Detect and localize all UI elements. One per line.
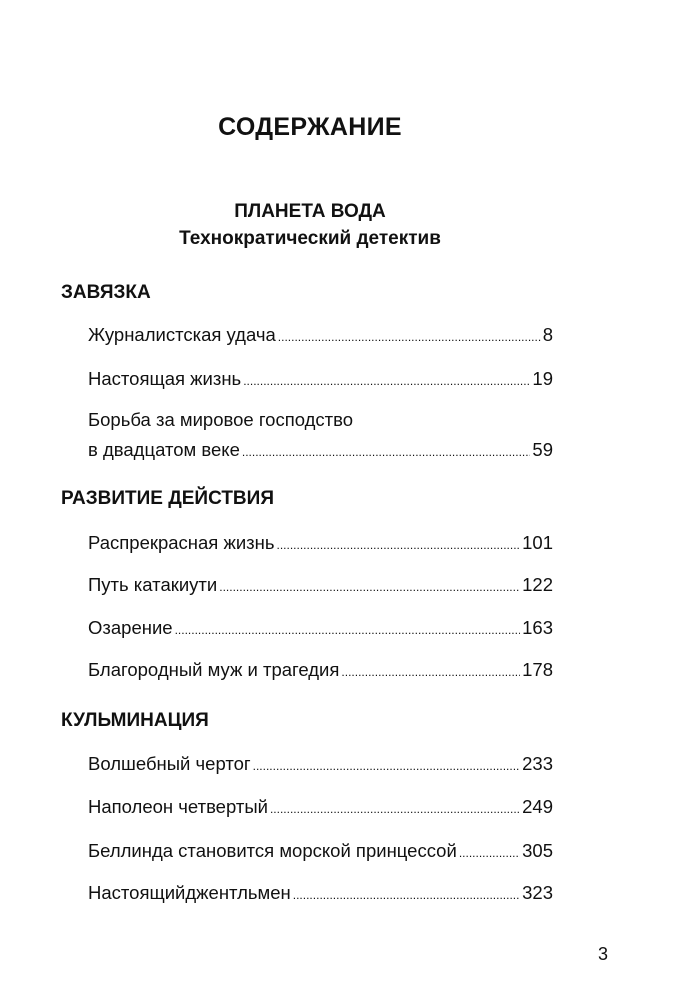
dot-leader bbox=[219, 574, 520, 598]
section-heading-zavyazka: ЗАВЯЗКА bbox=[61, 282, 151, 303]
dot-leader bbox=[270, 796, 520, 820]
toc-entry-page: 19 bbox=[532, 368, 553, 389]
toc-entry[interactable] bbox=[88, 882, 553, 906]
toc-entry-page: 59 bbox=[532, 439, 553, 460]
toc-entry-page: 8 bbox=[542, 324, 553, 345]
toc-entry[interactable] bbox=[88, 574, 553, 598]
book-title: ПЛАНЕТА ВОДА bbox=[234, 201, 386, 222]
toc-entry-title: Распрекрасная жизнь bbox=[88, 532, 275, 553]
toc-entry[interactable] bbox=[88, 840, 553, 864]
toc-entry-page: 178 bbox=[522, 659, 553, 680]
toc-entry[interactable] bbox=[88, 617, 553, 641]
dot-leader bbox=[293, 882, 520, 906]
dot-leader bbox=[175, 617, 521, 641]
toc-entry-title: Беллинда становится морской принцессой bbox=[88, 840, 457, 861]
toc-entry-page: 233 bbox=[522, 753, 553, 774]
dot-leader bbox=[253, 753, 520, 777]
page-number: 3 bbox=[598, 944, 609, 964]
toc-entry[interactable] bbox=[88, 532, 553, 556]
toc-entry-page: 163 bbox=[522, 617, 553, 638]
toc-entry-title: Настоящийджентльмен bbox=[88, 882, 291, 903]
dot-leader bbox=[278, 324, 541, 348]
toc-entry-title: в двадцатом веке bbox=[88, 439, 240, 460]
toc-entry[interactable] bbox=[88, 659, 553, 683]
dot-leader bbox=[243, 368, 530, 392]
book-subtitle: Технократический детектив bbox=[179, 228, 441, 249]
toc-entry[interactable] bbox=[88, 753, 553, 777]
toc-entry-page: 249 bbox=[522, 796, 553, 817]
toc-entry-title: Благородный муж и трагедия bbox=[88, 659, 340, 680]
section-heading-razvitie: РАЗВИТИЕ ДЕЙСТВИЯ bbox=[61, 488, 274, 509]
section-heading-kulminaciya: КУЛЬМИНАЦИЯ bbox=[61, 710, 209, 731]
dot-leader bbox=[459, 840, 520, 864]
toc-entry-page: 101 bbox=[522, 532, 553, 553]
dot-leader bbox=[242, 439, 531, 463]
toc-entry[interactable] bbox=[88, 409, 553, 463]
toc-entry-title: Путь катакиути bbox=[88, 574, 218, 595]
toc-entry-page: 323 bbox=[522, 882, 553, 903]
toc-entry-page: 122 bbox=[522, 574, 553, 595]
toc-entry-title-line1: Борьба за мировое господство bbox=[88, 409, 354, 430]
toc-entry[interactable] bbox=[88, 324, 553, 348]
toc-entry-title: Озарение bbox=[88, 617, 173, 638]
dot-leader bbox=[341, 659, 520, 683]
toc-entry-title: Журналистская удача bbox=[88, 324, 276, 345]
toc-entry-title: Наполеон четвертый bbox=[88, 796, 268, 817]
toc-entry-title: Волшебный чертог bbox=[88, 753, 251, 774]
page-title: СОДЕРЖАНИЕ bbox=[218, 113, 402, 141]
toc-entry[interactable] bbox=[88, 796, 553, 820]
toc-entry-title: Настоящая жизнь bbox=[88, 368, 242, 389]
toc-entry-page: 305 bbox=[522, 840, 553, 861]
dot-leader bbox=[277, 532, 521, 556]
toc-entry[interactable] bbox=[88, 368, 553, 392]
